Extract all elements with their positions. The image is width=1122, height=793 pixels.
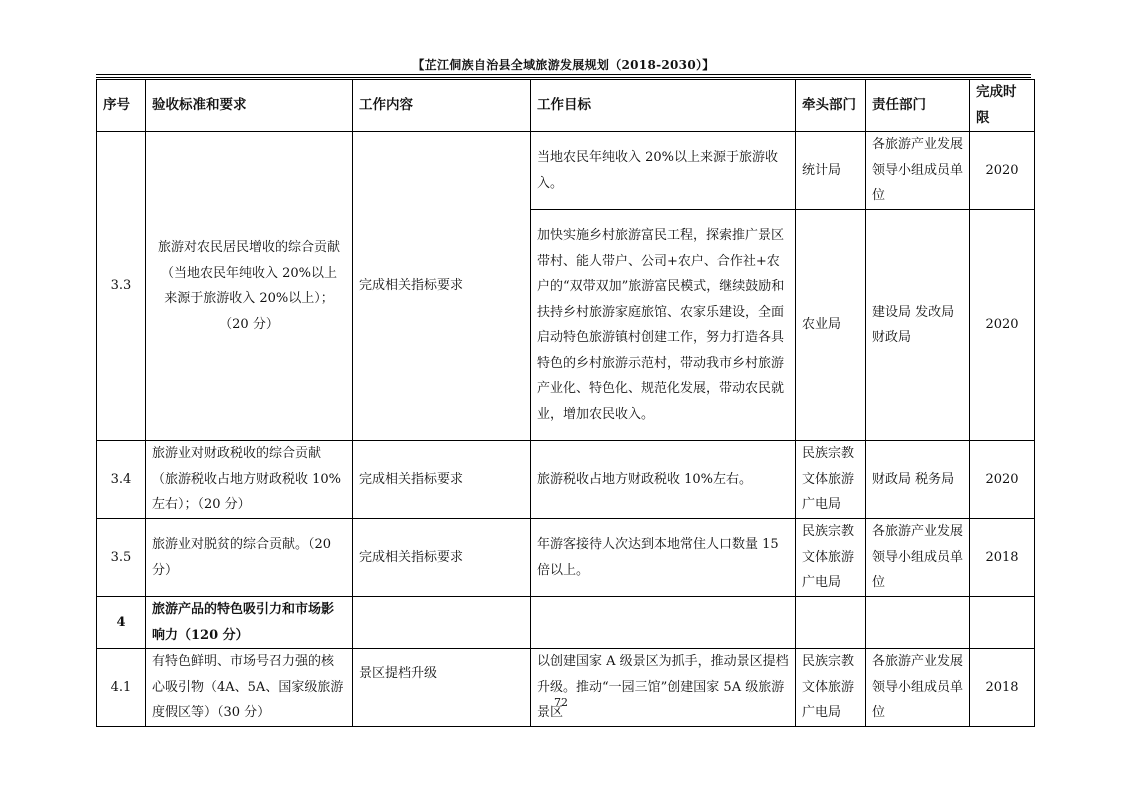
row-lead-dept: 民族宗教文体旅游广电局 <box>796 441 866 519</box>
col-header-no: 序号 <box>97 80 146 132</box>
table-row <box>97 132 1035 210</box>
row-resp-dept: 各旅游产业发展领导小组成员单位 <box>866 649 970 727</box>
empty-cell <box>531 597 796 649</box>
col-header-resp-dept: 责任部门 <box>866 80 970 132</box>
empty-cell <box>970 597 1035 649</box>
header-rule <box>96 74 1031 75</box>
header-rule-thin <box>96 77 1031 78</box>
row-deadline: 2018 <box>970 649 1035 727</box>
row-resp-dept: 各旅游产业发展领导小组成员单位 <box>866 519 970 597</box>
row-resp-dept: 各旅游产业发展领导小组成员单位 <box>866 132 970 210</box>
row-number: 3.5 <box>97 519 146 597</box>
row-goal: 加快实施乡村旅游富民工程，探索推广景区带村、能人带户、公司+农户、合作社+农户的“双带双加”旅游富民模式，继续鼓励和扶持乡村旅游家庭旅馆、农家乐建设，全面启动特色旅游镇村创建工作，努力打造各具特色的乡村旅游示范村，带动我市乡村旅游产业化、特色化、规范化发展，带动农民就业，增加农民收入。 <box>531 210 796 441</box>
row-goal: 当地农民年纯收入 20%以上来源于旅游收入。 <box>531 132 796 210</box>
row-resp-dept: 财政局 税务局 <box>866 441 970 519</box>
row-goal: 年游客接待人次达到本地常住人口数量 15 倍以上。 <box>531 519 796 597</box>
page-number: 72 <box>554 696 568 709</box>
row-content: 景区提档升级 <box>353 649 531 727</box>
row-deadline: 2020 <box>970 210 1035 441</box>
row-number: 3.3 <box>97 132 146 441</box>
empty-cell <box>796 597 866 649</box>
table-header-row <box>97 80 1035 132</box>
row-standard: 旅游业对财政税收的综合贡献（旅游税收占地方财政税收 10%左右）；（20 分） <box>146 441 353 519</box>
row-standard: 旅游业对脱贫的综合贡献。（20 分） <box>146 519 353 597</box>
col-header-goal: 工作目标 <box>531 80 796 132</box>
empty-cell <box>866 597 970 649</box>
row-lead-dept: 统计局 <box>796 132 866 210</box>
col-header-standard: 验收标准和要求 <box>146 80 353 132</box>
row-resp-dept: 建设局 发改局 财政局 <box>866 210 970 441</box>
table-row <box>97 441 1035 519</box>
section-row <box>97 597 1035 649</box>
row-number: 3.4 <box>97 441 146 519</box>
row-goal: 旅游税收占地方财政税收 10%左右。 <box>531 441 796 519</box>
col-header-deadline: 完成时限 <box>970 80 1035 132</box>
col-header-content: 工作内容 <box>353 80 531 132</box>
row-standard: 旅游产品的特色吸引力和市场影响力（120 分） <box>146 597 353 649</box>
row-deadline: 2018 <box>970 519 1035 597</box>
row-deadline: 2020 <box>970 441 1035 519</box>
row-deadline: 2020 <box>970 132 1035 210</box>
document-header: 【芷江侗族自治县全域旅游发展规划（2018-2030）】 <box>412 58 715 72</box>
empty-cell <box>353 597 531 649</box>
row-lead-dept: 民族宗教文体旅游广电局 <box>796 519 866 597</box>
col-header-lead-dept: 牵头部门 <box>796 80 866 132</box>
row-content: 完成相关指标要求 <box>353 519 531 597</box>
row-number: 4.1 <box>97 649 146 727</box>
row-content: 完成相关指标要求 <box>353 132 531 441</box>
row-lead-dept: 民族宗教文体旅游广电局 <box>796 649 866 727</box>
row-lead-dept: 农业局 <box>796 210 866 441</box>
row-goal: 以创建国家 A 级景区为抓手，推动景区提档升级。推动“一园三馆”创建国家 5A 级旅游景区 <box>531 649 796 727</box>
table-row <box>97 649 1035 727</box>
row-standard: 有特色鲜明、市场号召力强的核心吸引物（4A、5A、国家级旅游度假区等）（30 分） <box>146 649 353 727</box>
acceptance-table <box>96 79 1035 727</box>
row-content: 完成相关指标要求 <box>353 441 531 519</box>
row-standard: 旅游对农民居民增收的综合贡献（当地农民年纯收入 20%以上来源于旅游收入 20%以上）；（20 分） <box>146 132 353 441</box>
row-number: 4 <box>97 597 146 649</box>
table-row <box>97 519 1035 597</box>
